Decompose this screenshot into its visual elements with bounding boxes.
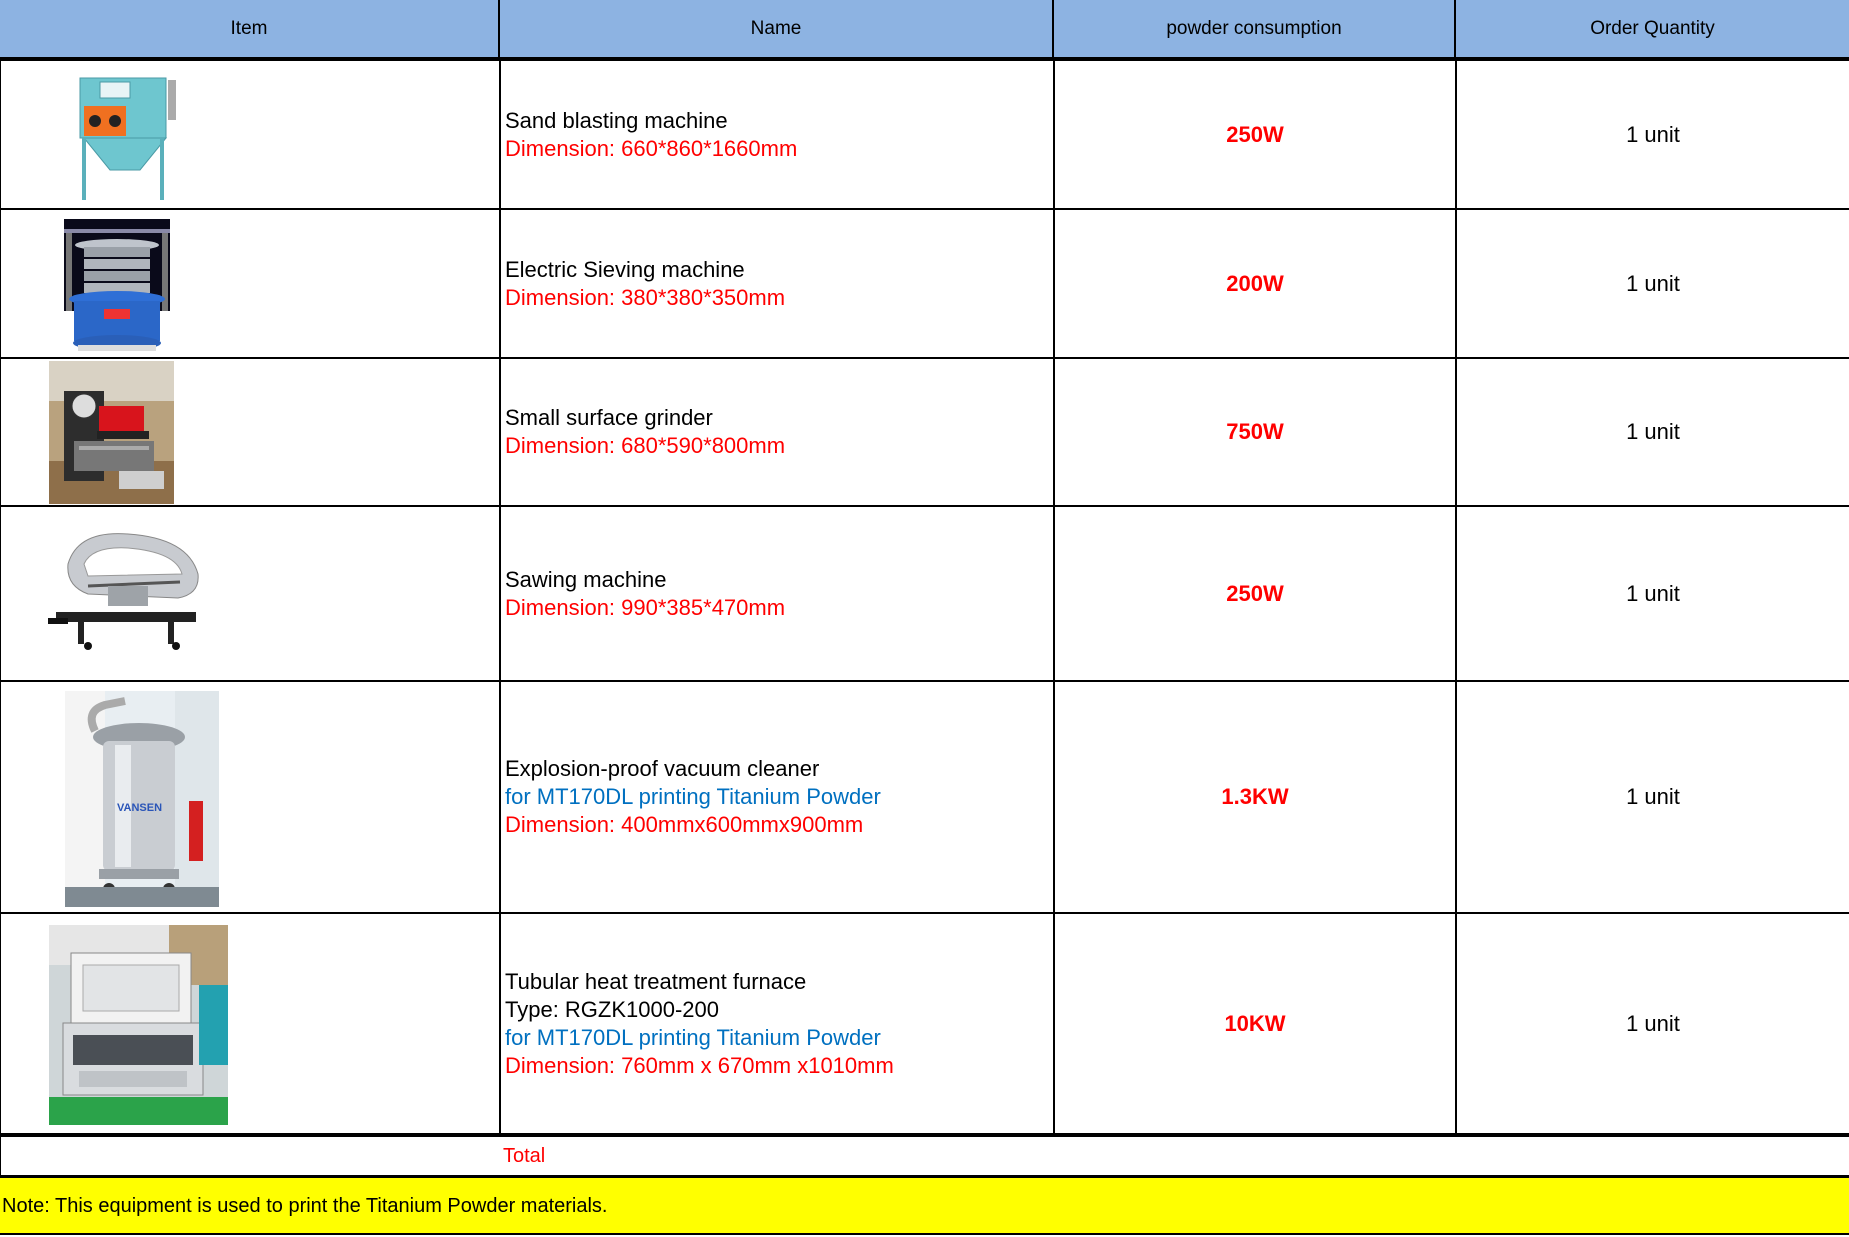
total-label: Total (503, 1145, 546, 1167)
surface-grinder-photo (49, 361, 174, 504)
row-2-title: Electric Sieving machine (505, 256, 745, 282)
row-6-power: 10KW (1224, 1010, 1286, 1036)
table-bottom-border (0, 1133, 1849, 1137)
row-1-dimension: Dimension: 660*860*1660mm (505, 135, 798, 161)
electric-sieving-machine-photo (64, 219, 170, 353)
row-2-power: 200W (1226, 270, 1284, 296)
header-power: powder consumption (1054, 0, 1456, 57)
sand-blasting-machine-photo (70, 70, 180, 204)
row-5-usage: for MT170DL printing Titanium Powder (505, 784, 881, 809)
row-6-title: Tubular heat treatment furnace (505, 968, 807, 994)
row-1-quantity: 1 unit (1626, 121, 1680, 147)
row-1-power: 250W (1226, 121, 1284, 147)
row-5-power: 1.3KW (1221, 784, 1289, 809)
row-5-name (501, 682, 1053, 912)
row-1-title: Sand blasting machine (505, 107, 728, 133)
note-bottom-border (0, 1233, 1849, 1235)
grid-vline-left (0, 61, 1, 1137)
row-4-dimension: Dimension: 990*385*470mm (505, 594, 786, 620)
row-2-dimension: Dimension: 380*380*350mm (505, 284, 786, 310)
header-item: Item (0, 0, 500, 57)
row-6-quantity: 1 unit (1626, 1010, 1680, 1036)
note-text: Note: This equipment is used to print the Titanium Powder materials. (2, 1194, 608, 1217)
row-4-name (501, 507, 1053, 680)
row-3-dimension: Dimension: 680*590*800mm (505, 433, 786, 458)
row-2-quantity: 1 unit (1626, 270, 1680, 296)
row-1-name (501, 61, 1053, 208)
row-4-quantity: 1 unit (1626, 580, 1680, 606)
header-name: Name (500, 0, 1054, 57)
row-6-name (501, 914, 1053, 1133)
row-3-name (501, 359, 1053, 505)
row-5-title: Explosion-proof vacuum cleaner (505, 756, 820, 781)
heat-treatment-furnace-photo (49, 925, 228, 1125)
row-3-quantity: 1 unit (1626, 419, 1680, 444)
header-quantity: Order Quantity (1456, 0, 1849, 57)
row-2-name (501, 210, 1053, 357)
vacuum-cleaner-photo (65, 691, 219, 907)
sawing-machine-photo (48, 524, 205, 650)
row-5-dimension: Dimension: 400mmx600mmx900mm (505, 812, 864, 837)
row-3-power: 750W (1226, 419, 1284, 444)
row-3-title: Small surface grinder (505, 405, 713, 430)
row-6-dimension: Dimension: 760mm x 670mm x1010mm (505, 1052, 894, 1078)
row-6-usage: for MT170DL printing Titanium Powder (505, 1024, 881, 1050)
note-banner (0, 1178, 1849, 1234)
row-5-quantity: 1 unit (1626, 784, 1680, 809)
row-4-title: Sawing machine (505, 566, 667, 592)
row-4-power: 250W (1226, 580, 1284, 606)
svg-text:VANSEN: VANSEN (117, 802, 163, 814)
row-6-type: Type: RGZK1000-200 (505, 996, 720, 1022)
total-row-left-border (0, 1137, 1, 1177)
